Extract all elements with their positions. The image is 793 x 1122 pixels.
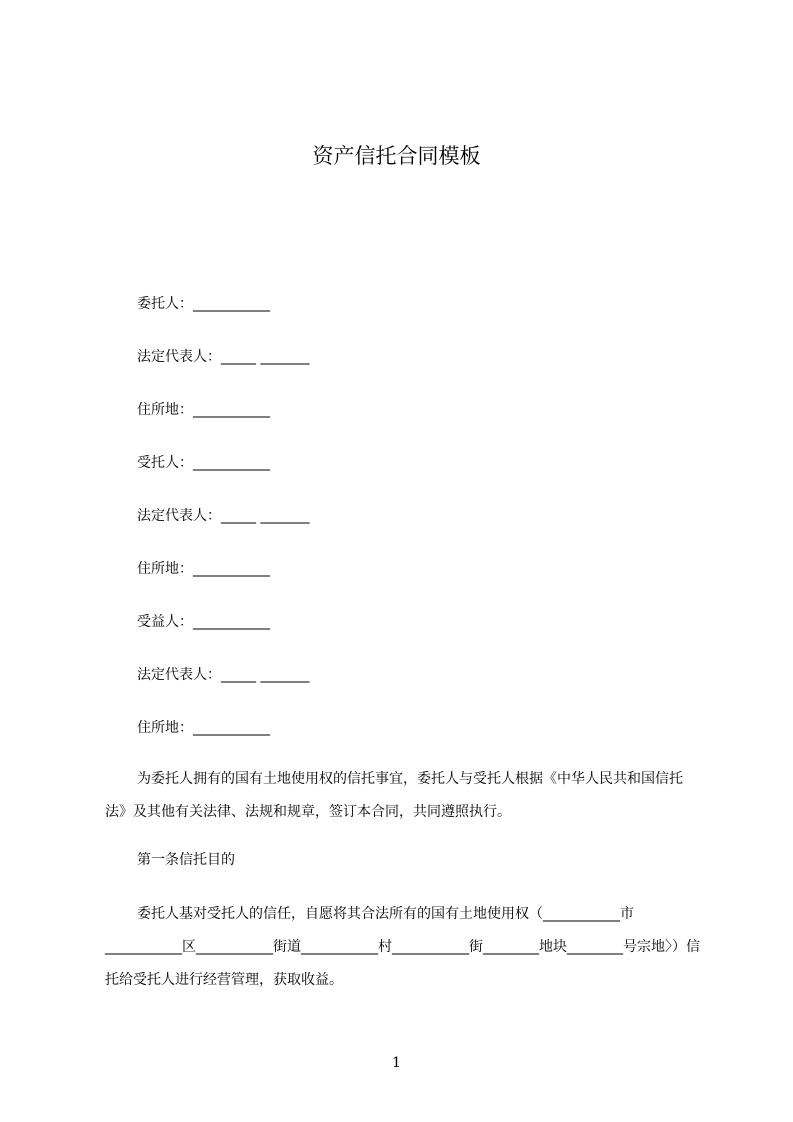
field-label: 受益人： [137, 614, 193, 630]
field-label: 住所地： [137, 720, 193, 736]
field-label: 法定代表人： [137, 508, 221, 524]
party-field [137, 718, 270, 738]
field-blank: ___________ [193, 614, 270, 630]
party-field [137, 453, 270, 473]
field-label: 法定代表人： [137, 667, 221, 683]
field-label: 受托人： [137, 455, 193, 471]
page-title: 资产信托合同模板 [312, 144, 481, 168]
intro-paragraph: 为委托人拥有的国有土地使用权的信托事宜，委托人与受托人根据《中华人民共和国信托法》及其他有关法律、法规和规章，签订本合同，共同遵照执行。 [105, 771, 683, 820]
field-label: 法定代表人： [137, 349, 221, 365]
party-field [137, 400, 270, 420]
blank: ___________ [196, 939, 273, 955]
field-label: 住所地： [137, 402, 193, 418]
field-blank: ___________ [193, 561, 270, 577]
section-heading: 第一条信托目的 [137, 852, 235, 868]
field-blank: _____ _______ [221, 508, 310, 524]
party-field [137, 559, 270, 579]
party-field [137, 347, 309, 367]
field-label: 住所地： [137, 561, 193, 577]
party-field [137, 665, 309, 685]
blank: ________ [567, 939, 623, 955]
field-blank: ___________ [193, 402, 270, 418]
blank: ___________ [301, 939, 378, 955]
field-blank: ___________ [193, 455, 270, 471]
party-field [137, 294, 270, 314]
blank: ___________ [392, 939, 469, 955]
blank: ___________ [543, 906, 620, 922]
field-blank: _____ _______ [221, 667, 310, 683]
section-paragraph: 委托人基对受托人的信任，自愿将其合法所有的国有土地使用权（___________市___________区___________街道___________村___________街________地块________号宗地〉）信托给受托人进行经营管理，获取收益。 [105, 906, 700, 988]
field-blank: ___________ [193, 296, 270, 312]
party-field [137, 506, 309, 526]
party-field [137, 612, 270, 632]
blank: ___________ [105, 939, 182, 955]
field-label: 委托人： [137, 296, 193, 312]
blank: ________ [483, 939, 539, 955]
page-number: 1 [392, 1055, 401, 1071]
field-blank: ___________ [193, 720, 270, 736]
field-blank: _____ _______ [221, 349, 310, 365]
